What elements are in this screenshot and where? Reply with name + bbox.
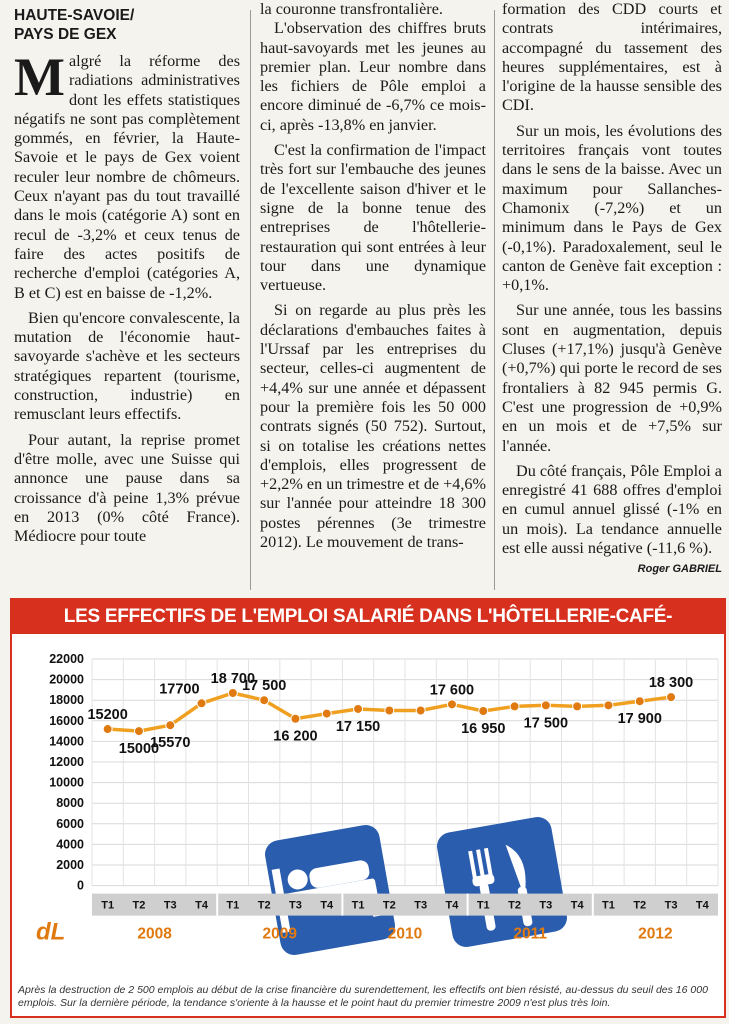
data-label: 16 200: [273, 728, 318, 745]
paragraph: Bien qu'encore convalescente, la mutation de l'économie haut-savoyarde s'achève et les secteurs stratégiques repartent (tourisme, construction, industrie) en remusclant leurs effectifs.: [14, 308, 240, 424]
chart-footnote: Après la destruction de 2 500 emplois au début de la crise financière du surendettement, les effectifs ont bien résisté, au-dessus du seuil des 16 000 emplois. Sur la dernière période, la tendance s'oriente à la hausse et le point haut du premier trimestre 2009 n'est plus très loin.: [18, 984, 708, 1009]
x-tick-label: T3: [414, 899, 428, 912]
data-label: 17 500: [241, 678, 287, 695]
x-tick-label: T4: [320, 899, 334, 912]
y-tick-label: 2000: [56, 858, 84, 872]
y-tick-label: 12000: [49, 755, 84, 769]
paragraph: C'est la confirmation de l'impact très fort sur l'embauche des jeunes de l'excellente saison d'hiver et le signe de la bonne tenue des entreprises de l'hôtellerie-restauration qui sont entrées à leur tour dans une dynamique vertueuse.: [260, 141, 486, 295]
data-point: [541, 701, 550, 710]
data-point: [260, 696, 269, 705]
paragraph: formation des CDD courts et contrats intérimaires, accompagné du tassement des heures supplémentaires, est à l'origine de la hausse sensible des CDI.: [502, 0, 722, 115]
y-tick-label: 18000: [49, 693, 84, 708]
paragraph: L'observation des chiffres bruts haut-savoyards met les jeunes au premier plan. Leur nombre dans les fichiers de Pôle emploi a encore diminué de -6,7% ce mois-ci, après -13,8% en janvier.: [260, 19, 486, 134]
icon-background: [435, 815, 569, 949]
data-label: 17700: [159, 681, 200, 698]
data-point: [103, 725, 112, 734]
data-point: [228, 688, 237, 697]
x-tick-label: T4: [445, 899, 459, 912]
category-band: [92, 894, 718, 916]
data-label: 15000: [118, 741, 160, 758]
data-point: [354, 704, 363, 713]
data-point: [385, 706, 394, 715]
data-label: 17 900: [617, 711, 662, 728]
data-point: [291, 714, 300, 723]
paragraph: Du côté français, Pôle Emploi a enregistré 41 688 offres d'emploi en cumul annuel glissé (-1% en un mois). La tendance annuelle est elle aussi négative (-11,6 %).: [502, 461, 722, 558]
y-tick-label: 22000: [49, 652, 84, 666]
paragraph: Sur un mois, les évolutions des territoires français vont toutes dans le sens de la baisse. Avec un maximum pour Sallanches-Chamonix (-7,2%) et un minimum dans le Pays de Gex (-0,1%). Paradoxalement, seul le canton de Genève fait exception : +0,1%.: [502, 121, 722, 295]
data-point: [416, 706, 425, 715]
x-tick-label: T3: [163, 899, 177, 912]
chart-box: [10, 598, 726, 1018]
data-label: 15570: [150, 735, 191, 752]
x-tick-label: T2: [132, 899, 146, 912]
year-label: 2011: [513, 925, 548, 943]
data-label: 18 300: [648, 675, 694, 692]
paragraph-text: algré la réforme des radiations administratives dont les effets statistiques négatifs ne sont pas complètement gommés, en février, la Haute-Savoie et le pays de Gex voient reculer leur nombre de chômeurs. Ceux n'ayant pas du tout travaillé dans le mois (catégorie A) sont en recul de -3,2% et ceux tenus de faire des actes positifs de recherche d'emploi (catégories A, B et C) est en baisse de -1,2%.: [14, 52, 240, 302]
x-tick-label: T3: [664, 899, 678, 912]
data-point: [573, 702, 582, 711]
y-tick-label: 0: [77, 878, 84, 893]
x-tick-label: T4: [195, 899, 208, 912]
author-byline: Roger GABRIEL: [637, 563, 722, 576]
x-tick-label: T4: [570, 899, 584, 912]
y-tick-label: 16000: [49, 713, 84, 728]
data-point: [447, 700, 456, 709]
data-label: 17 600: [429, 682, 475, 699]
article-column-3: [502, 0, 722, 580]
y-tick-label: 14000: [49, 734, 84, 749]
data-point: [604, 701, 613, 710]
x-tick-label: T2: [508, 899, 521, 912]
year-label: 2010: [387, 925, 423, 943]
heading-line-1: HAUTE-SAVOIE/: [14, 7, 135, 24]
article-heading: [14, 6, 240, 44]
data-point: [667, 693, 676, 702]
chart-title: LES EFFECTIFS DE L'EMPLOI SALARIÉ DANS L'HÔTELLERIE-CAFÉ-RESTAURATION: [12, 600, 724, 634]
x-tick-label: T1: [602, 899, 615, 912]
employment-line-chart: [12, 634, 724, 1016]
article-column-2: [260, 0, 486, 552]
y-tick-label: 8000: [56, 796, 84, 811]
data-label: 17 150: [335, 718, 381, 735]
year-label: 2009: [262, 925, 298, 943]
x-tick-label: T1: [226, 899, 240, 912]
data-point: [635, 697, 644, 706]
x-tick-label: T4: [695, 899, 709, 912]
x-tick-label: T3: [539, 899, 553, 912]
publisher-logo: dL: [36, 918, 66, 946]
data-label: 16 950: [461, 721, 506, 738]
data-point: [197, 699, 206, 708]
y-tick-label: 4000: [56, 837, 84, 852]
paragraph: Sur une année, tous les bassins sont en augmentation, depuis Cluses (+17,1%) jusqu'à Genève (+0,7%) qui porte le record de ses frontaliers à 82 945 permis G. C'est une progression de +0,9% en un mois et de +7,5% sur l'année.: [502, 301, 722, 455]
drop-cap: M: [14, 47, 65, 107]
data-label: 18 700: [210, 670, 256, 687]
x-tick-label: T3: [289, 899, 302, 912]
data-point: [134, 727, 143, 736]
column-divider: [494, 10, 495, 590]
article-column-1: [14, 0, 240, 546]
x-tick-label: T1: [351, 899, 365, 912]
data-label: 17 500: [523, 715, 569, 732]
data-point: [510, 702, 519, 711]
column-divider: [250, 10, 251, 590]
heading-line-2: PAYS DE GEX: [14, 26, 117, 43]
data-point: [166, 721, 175, 730]
x-tick-label: T1: [476, 899, 490, 912]
y-tick-label: 6000: [56, 816, 84, 831]
paragraph: Si on regarde au plus près les déclarations d'embauches faites à l'Urssaf par les entreprises du secteur, celles-ci augmentent de +4,4% sur une année et dépassent pour la première fois les 50 000 contrats signés (50 752). Surtout, si on totalise les créations nettes d'emplois, elles progressent de +2,2% en un trimestre et de +4,6% sur l'année pour atteindre 18 300 postes pérennes (3e trimestre 2012). Le mouvement de trans-: [260, 301, 486, 552]
x-tick-label: T1: [101, 899, 115, 912]
data-label: 15200: [87, 707, 128, 724]
year-label: 2008: [137, 925, 172, 943]
data-point: [479, 707, 488, 716]
paragraph: la couronne transfrontalière.: [260, 0, 443, 18]
x-tick-label: T2: [257, 899, 271, 912]
cutlery-icon: [435, 815, 569, 949]
x-tick-label: T2: [382, 899, 396, 912]
paragraph: [14, 47, 240, 303]
y-tick-label: 20000: [49, 672, 84, 687]
x-tick-label: T2: [633, 899, 647, 912]
paragraph: Pour autant, la reprise promet d'être molle, avec une Suisse qui annonce une pause dans sa croissance d'à peine 1,3% prévue en 2013 (0% côté France). Médiocre pour toute: [14, 430, 240, 546]
data-point: [322, 709, 331, 718]
y-tick-label: 10000: [49, 775, 84, 790]
year-label: 2012: [638, 925, 673, 943]
